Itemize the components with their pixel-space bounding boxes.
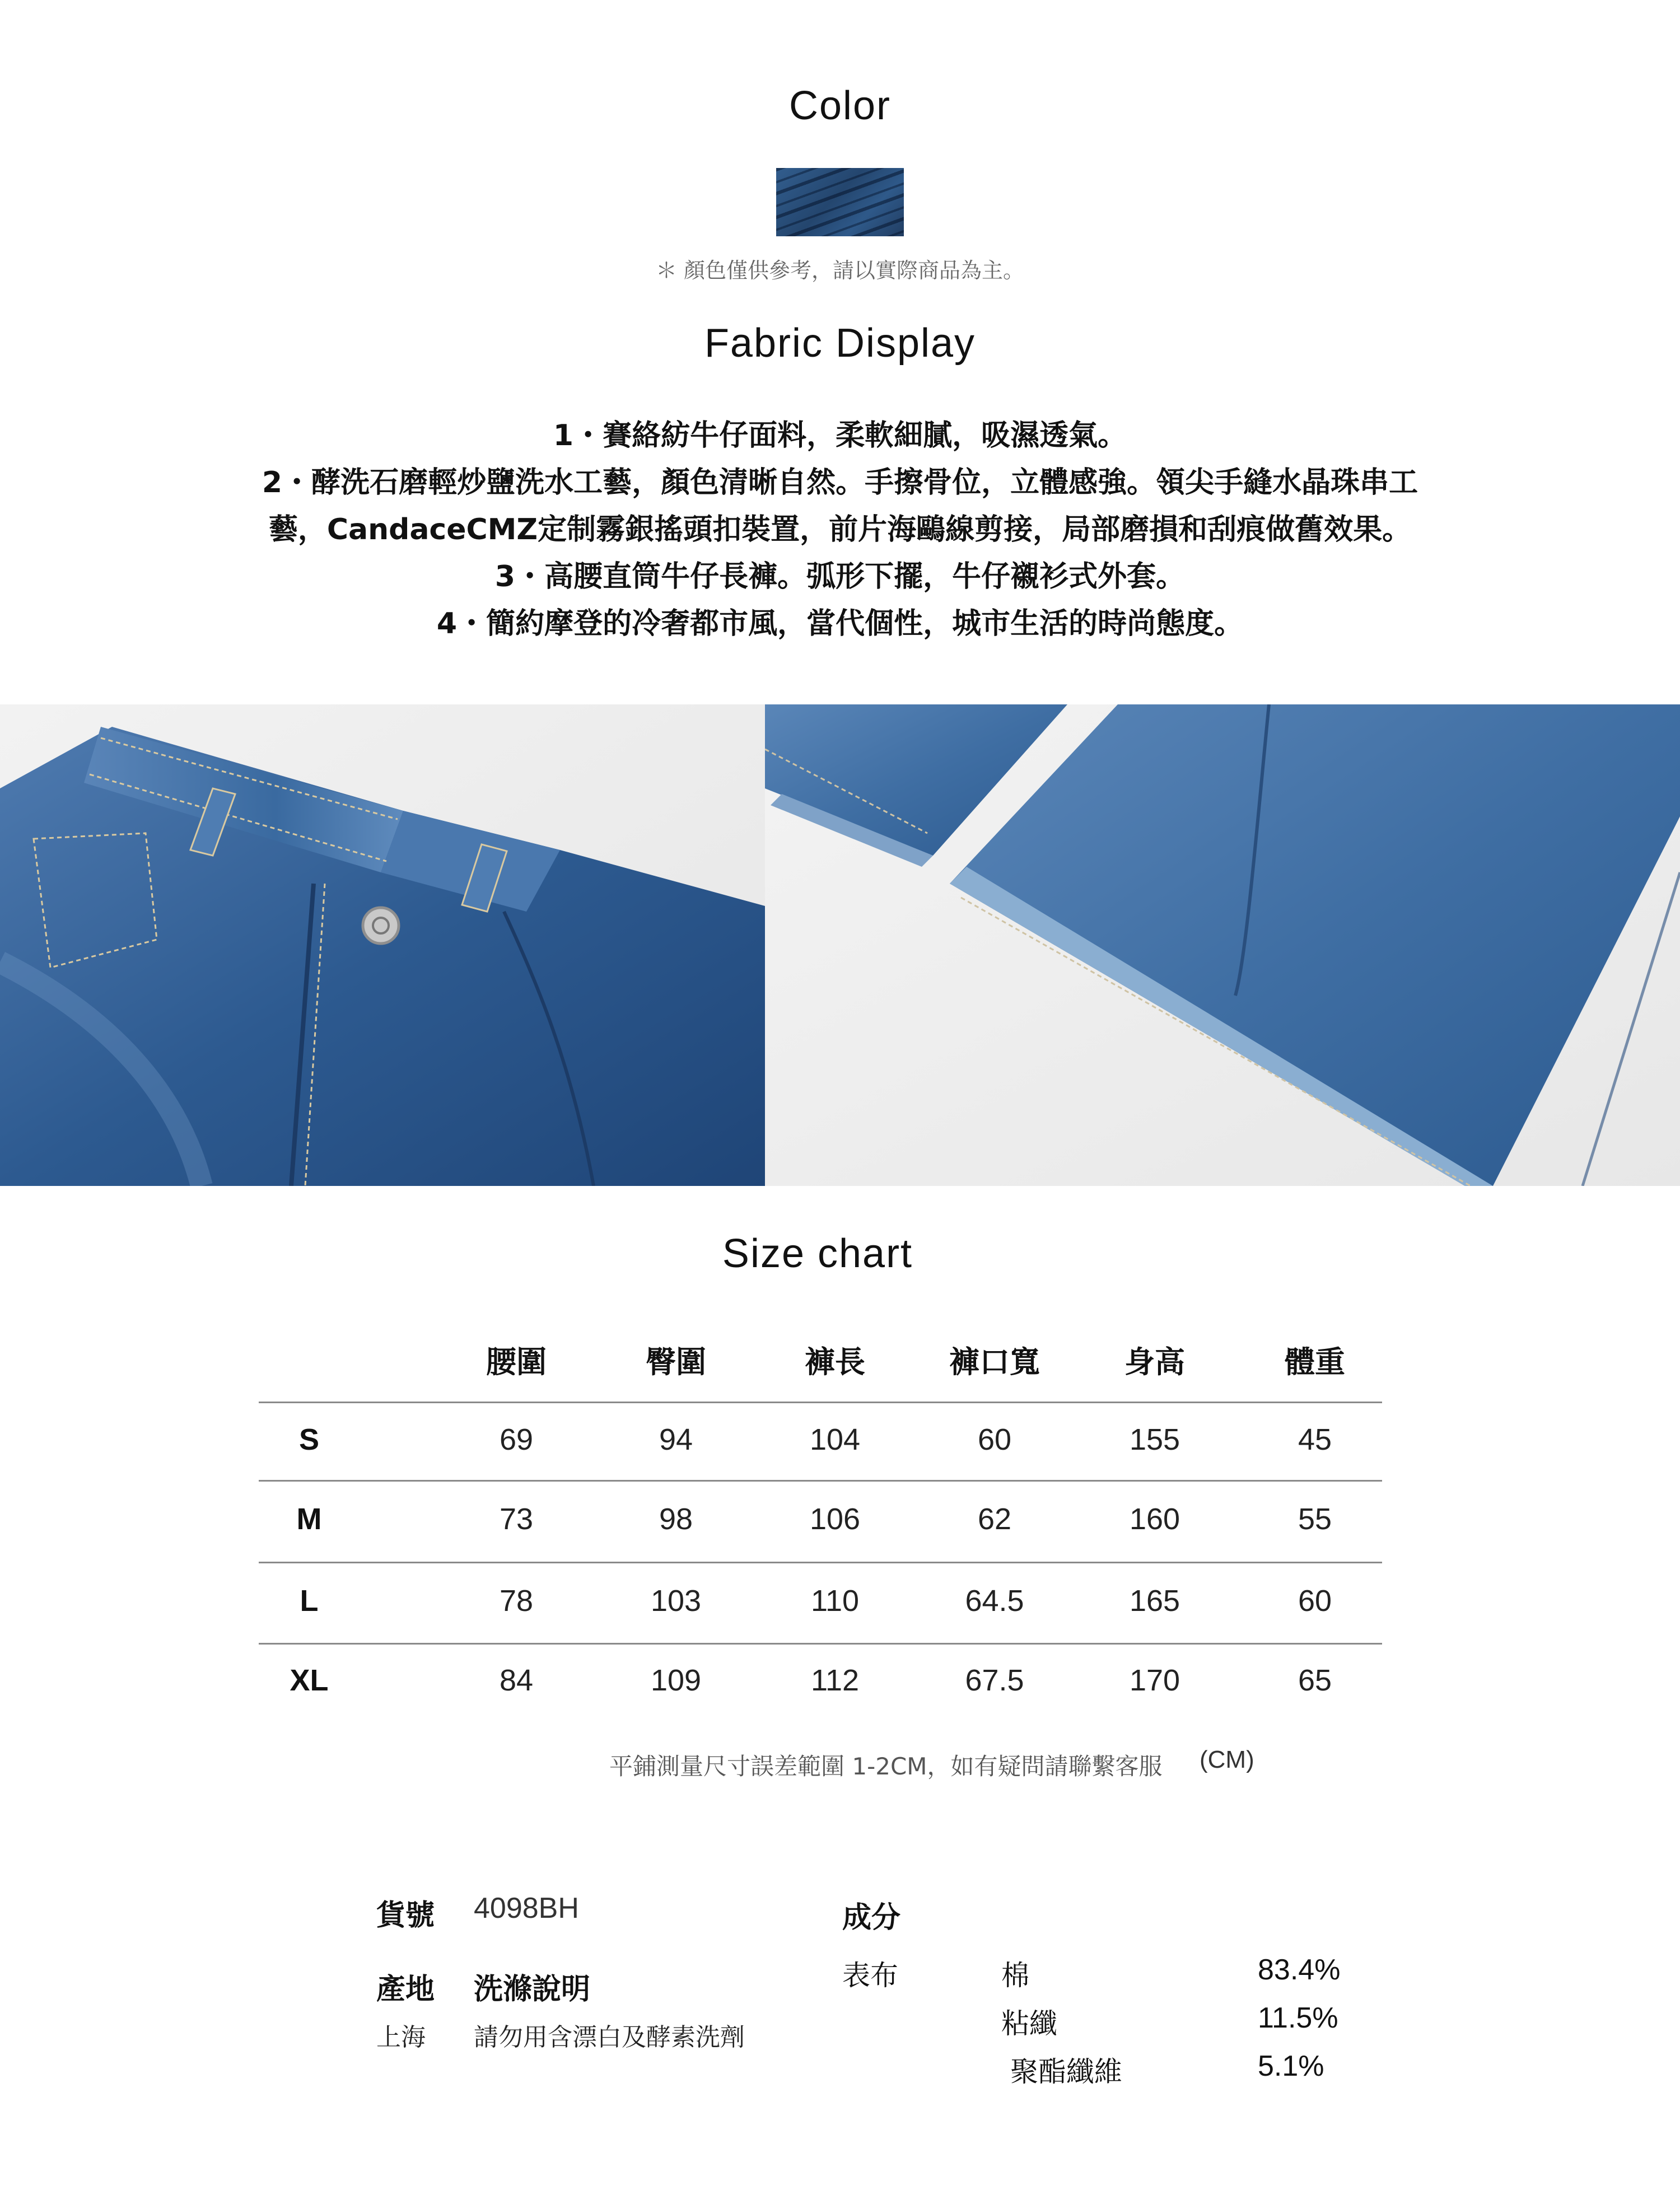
material-name: 聚酯纖維 xyxy=(1010,2056,1122,2088)
material-name: 棉 xyxy=(1001,1959,1029,1992)
header-weight: 體重 xyxy=(1285,1344,1345,1380)
table-cell: 155 xyxy=(1129,1423,1180,1456)
fabric-line-4: 3・高腰直筒牛仔長褲。弧形下擺，牛仔襯衫式外套。 xyxy=(494,560,1186,594)
table-cell: 106 xyxy=(809,1502,861,1536)
color-swatch[interactable] xyxy=(776,168,904,236)
table-cell: 67.5 xyxy=(965,1664,1024,1697)
size-label: L xyxy=(300,1584,319,1618)
table-cell: 109 xyxy=(650,1664,702,1697)
table-cell: 84 xyxy=(499,1664,534,1697)
table-cell: 94 xyxy=(659,1423,693,1456)
item-no-label: 貨號 xyxy=(376,1899,435,1932)
table-cell: 110 xyxy=(810,1584,860,1618)
size-chart-title: Size chart xyxy=(722,1231,913,1276)
hem-photo xyxy=(765,704,1680,1186)
origin-value: 上海 xyxy=(376,2023,426,2052)
fabric-line-1: 1・賽絡紡牛仔面料，柔軟細膩，吸濕透氣。 xyxy=(553,419,1127,452)
table-cell: 62 xyxy=(977,1502,1012,1536)
header-hem-width: 褲口寬 xyxy=(949,1344,1040,1380)
header-height: 身高 xyxy=(1124,1344,1185,1380)
table-row xyxy=(0,1663,1680,1702)
table-cell: 65 xyxy=(1298,1664,1332,1697)
table-row xyxy=(0,1584,1680,1623)
color-note: ＊ 顏色僅供參考，請以實際商品為主。 xyxy=(655,258,1025,283)
header-waist: 腰圍 xyxy=(486,1344,547,1380)
table-cell: 78 xyxy=(499,1584,534,1618)
fabric-line-2: 2・酵洗石磨輕炒鹽洗水工藝，顏色清晰自然。手擦骨位，立體感強。領尖手縫水晶珠串工 xyxy=(262,466,1418,499)
size-label: XL xyxy=(290,1664,329,1697)
fabric-line-5: 4・簡約摩登的冷奢都市風，當代個性，城市生活的時尚態度。 xyxy=(436,607,1244,641)
item-no-value: 4098BH xyxy=(474,1892,579,1925)
size-label: S xyxy=(298,1423,320,1456)
table-cell: 73 xyxy=(499,1502,534,1536)
size-table-header xyxy=(0,1338,1680,1383)
table-cell: 98 xyxy=(659,1502,693,1536)
table-row xyxy=(0,1422,1680,1461)
table-cell: 64.5 xyxy=(965,1584,1024,1618)
wash-label: 洗滌說明 xyxy=(474,1973,591,2006)
material-name: 粘纖 xyxy=(1001,2007,1057,2040)
size-label: M xyxy=(296,1502,322,1536)
table-divider xyxy=(259,1402,1382,1403)
table-cell: 45 xyxy=(1298,1423,1332,1456)
header-length: 褲長 xyxy=(805,1344,865,1380)
material-percent: 83.4% xyxy=(1258,1954,1341,1986)
table-cell: 55 xyxy=(1298,1502,1332,1536)
size-note: 平鋪測量尺寸誤差範圍 1-2CM，如有疑問請聯繫客服 xyxy=(609,1753,1163,1780)
table-cell: 103 xyxy=(650,1584,702,1618)
origin-label: 產地 xyxy=(376,1973,435,2006)
table-cell: 165 xyxy=(1129,1584,1180,1618)
table-divider xyxy=(259,1480,1382,1482)
fabric-line-3: 藝，CandaceCMZ定制霧銀搖頭扣裝置，前片海鷗線剪接，局部磨損和刮痕做舊效果。 xyxy=(268,513,1412,546)
table-cell: 60 xyxy=(977,1423,1012,1456)
table-cell: 104 xyxy=(809,1423,861,1456)
header-hip: 臀圍 xyxy=(646,1344,706,1380)
table-cell: 60 xyxy=(1298,1584,1332,1618)
table-cell: 69 xyxy=(499,1423,534,1456)
composition-label: 成分 xyxy=(842,1901,901,1935)
material-percent: 11.5% xyxy=(1258,2002,1338,2034)
table-divider xyxy=(259,1643,1382,1645)
table-cell: 170 xyxy=(1129,1664,1180,1697)
table-cell: 160 xyxy=(1129,1502,1180,1536)
fabric-description xyxy=(0,412,1680,647)
wash-value: 請勿用含漂白及酵素洗劑 xyxy=(474,2023,745,2052)
fabric-title: Fabric Display xyxy=(704,321,976,366)
table-cell: 112 xyxy=(810,1664,860,1697)
material-percent: 5.1% xyxy=(1258,2050,1324,2082)
color-title: Color xyxy=(788,83,892,128)
waistband-photo xyxy=(0,704,765,1186)
table-row xyxy=(0,1502,1680,1541)
size-unit: (CM) xyxy=(1200,1746,1254,1773)
fabric-label: 表布 xyxy=(842,1959,898,1992)
table-divider xyxy=(259,1562,1382,1563)
